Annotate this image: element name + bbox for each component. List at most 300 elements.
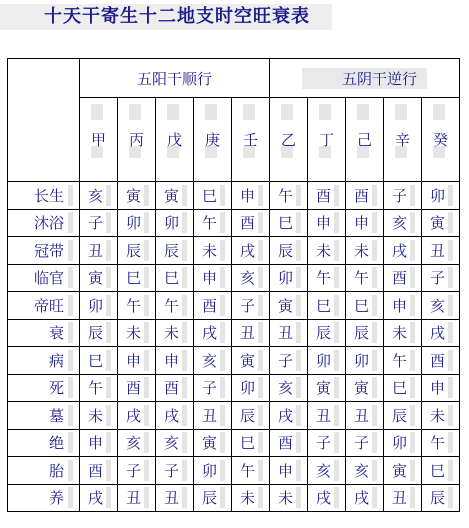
branch-cell [232,374,270,402]
branch-cell [232,319,270,347]
branch-value: 巳 [200,185,225,206]
branch-value: 丑 [86,240,111,261]
branch-cell [118,264,156,292]
branch-value: 子 [200,377,225,398]
branch-cell [194,484,232,512]
stem-header-cell [118,98,156,182]
branch-cell [308,319,346,347]
branch-cell [156,292,194,320]
branch-value: 丑 [352,405,377,426]
branch-value: 亥 [86,185,111,206]
branch-value: 亥 [124,432,149,453]
branch-value: 未 [276,487,301,508]
table-row [8,457,460,485]
table-row [8,374,460,402]
branch-cell [270,237,308,265]
branch-value: 申 [238,185,263,206]
stage-label: 衰 [49,322,73,343]
stage-label-cell [8,209,80,237]
branch-cell [270,319,308,347]
branch-value: 卯 [86,295,111,316]
branch-cell [118,209,156,237]
stage-label-cell [8,182,80,210]
branch-value: 申 [162,350,187,371]
group-label-yang: 五阳干顺行 [136,69,212,88]
highlight-mark [395,104,407,120]
stage-label-cell [8,484,80,512]
branch-cell [194,182,232,210]
branch-value: 寅 [86,267,111,288]
stage-label: 养 [49,487,73,508]
branch-value: 辰 [390,405,415,426]
branch-value: 申 [428,377,453,398]
branch-value: 巳 [390,377,415,398]
branch-value: 酉 [276,432,301,453]
branch-value: 戌 [352,487,377,508]
highlight-mark [433,104,445,120]
branch-value: 子 [162,460,187,481]
stage-label-cell [8,429,80,457]
branch-cell [80,182,118,210]
stage-label-cell [8,402,80,430]
branch-value: 申 [352,212,377,233]
branch-value: 巳 [162,267,187,288]
branch-cell [346,264,384,292]
stage-label: 绝 [49,432,73,453]
branch-cell [346,402,384,430]
branch-cell [422,347,460,375]
branch-value: 午 [200,212,225,233]
branch-cell [80,319,118,347]
branch-value: 丑 [428,240,453,261]
branch-cell [384,209,422,237]
branch-value: 巳 [86,350,111,371]
table-row [8,484,460,512]
branch-value: 丑 [124,487,149,508]
branch-value: 巳 [276,212,301,233]
branch-cell [308,457,346,485]
branch-value: 子 [238,295,263,316]
stage-label: 胎 [49,460,73,481]
branch-cell [308,374,346,402]
branch-value: 午 [276,185,301,206]
branch-cell [156,319,194,347]
branch-value: 未 [352,240,377,261]
branch-cell [308,347,346,375]
stage-label: 帝旺 [34,295,73,316]
branch-value: 亥 [390,212,415,233]
branch-value: 未 [86,405,111,426]
branch-cell [422,237,460,265]
branch-value: 卯 [124,212,149,233]
branch-value: 寅 [428,212,453,233]
branch-value: 戌 [200,322,225,343]
branch-cell [346,347,384,375]
branch-value: 戌 [238,240,263,261]
branch-value: 戌 [276,405,301,426]
branch-value: 辰 [428,487,453,508]
stem-branch-table [7,58,460,512]
branch-cell [308,402,346,430]
branch-value: 酉 [314,185,339,206]
stem-header-cell [270,98,308,182]
table-row [8,182,460,210]
branch-cell [194,457,232,485]
stem-header-cell [156,98,194,182]
branch-value: 寅 [314,377,339,398]
branch-cell [308,264,346,292]
branch-value: 酉 [352,185,377,206]
branch-cell [80,402,118,430]
branch-cell [422,209,460,237]
branch-value: 未 [314,240,339,261]
branch-value: 巳 [428,460,453,481]
branch-cell [422,264,460,292]
branch-value: 卯 [238,377,263,398]
branch-value: 寅 [390,460,415,481]
branch-cell [232,264,270,292]
stem-label: 丙 [128,131,144,149]
highlight-mark [319,104,331,120]
branch-cell [422,402,460,430]
branch-value: 午 [390,350,415,371]
branch-cell [118,402,156,430]
page-title: 十天干寄生十二地支时空旺衰表 [44,6,310,27]
branch-cell [422,457,460,485]
branch-cell [80,347,118,375]
branch-cell [384,292,422,320]
branch-value: 卯 [276,267,301,288]
branch-cell [384,182,422,210]
branch-cell [232,347,270,375]
branch-value: 丑 [200,405,225,426]
branch-value: 申 [86,432,111,453]
branch-cell [232,484,270,512]
branch-value: 戌 [390,240,415,261]
table-row [8,402,460,430]
branch-value: 戌 [428,322,453,343]
group-header-yang [80,59,270,98]
branch-cell [80,292,118,320]
branch-cell [156,484,194,512]
branch-value: 丑 [390,487,415,508]
branch-cell [156,182,194,210]
highlight-mark [357,104,369,120]
branch-value: 酉 [238,212,263,233]
branch-cell [118,292,156,320]
branch-cell [118,484,156,512]
branch-value: 未 [124,322,149,343]
branch-cell [384,237,422,265]
branch-cell [194,402,232,430]
branch-cell [308,292,346,320]
branch-value: 巳 [124,267,149,288]
branch-value: 申 [390,295,415,316]
branch-value: 未 [238,487,263,508]
stem-header-cell [308,98,346,182]
branch-value: 辰 [314,322,339,343]
stage-label: 临官 [34,267,73,288]
stage-label-cell [8,292,80,320]
branch-cell [422,319,460,347]
branch-cell [118,237,156,265]
stem-label: 戊 [166,131,182,149]
branch-value: 亥 [276,377,301,398]
highlight-mark [243,104,255,120]
branch-cell [118,457,156,485]
branch-value: 未 [390,322,415,343]
highlight-mark [167,104,179,120]
branch-value: 亥 [428,295,453,316]
branch-cell [232,209,270,237]
branch-value: 酉 [428,350,453,371]
branch-value: 未 [162,322,187,343]
branch-value: 子 [390,185,415,206]
branch-cell [384,319,422,347]
branch-value: 亥 [162,432,187,453]
branch-value: 戌 [124,405,149,426]
table-row [8,237,460,265]
stem-label: 壬 [242,131,258,149]
branch-value: 巳 [314,295,339,316]
branch-value: 午 [238,460,263,481]
branch-cell [232,457,270,485]
branch-cell [194,292,232,320]
branch-value: 辰 [124,240,149,261]
branch-cell [270,402,308,430]
branch-value: 子 [86,212,111,233]
branch-value: 寅 [162,185,187,206]
branch-cell [80,374,118,402]
table-row [8,264,460,292]
branch-value: 亥 [238,267,263,288]
stem-label: 辛 [394,131,410,149]
branch-value: 申 [276,460,301,481]
branch-cell [346,237,384,265]
branch-value: 申 [314,212,339,233]
stage-label-cell [8,264,80,292]
stem-label: 甲 [90,131,106,149]
branch-cell [80,264,118,292]
branch-cell [308,182,346,210]
stem-header-cell [384,98,422,182]
branch-cell [384,402,422,430]
table-body [8,182,460,512]
stem-header-cell [422,98,460,182]
branch-cell [384,429,422,457]
stage-label-cell [8,347,80,375]
branch-cell [308,237,346,265]
branch-value: 亥 [352,460,377,481]
branch-value: 辰 [200,487,225,508]
branch-cell [384,347,422,375]
branch-cell [156,264,194,292]
branch-value: 寅 [200,432,225,453]
branch-cell [308,429,346,457]
stage-label-cell [8,237,80,265]
branch-cell [232,237,270,265]
stage-label-cell [8,374,80,402]
branch-cell [308,209,346,237]
stage-label: 病 [49,350,73,371]
branch-cell [156,457,194,485]
branch-value: 子 [314,432,339,453]
branch-cell [232,429,270,457]
branch-value: 亥 [200,350,225,371]
stem-header-cell [232,98,270,182]
stage-label-cell [8,319,80,347]
group-header-yin [270,59,460,98]
corner-cell [8,59,80,182]
branch-value: 戌 [314,487,339,508]
branch-cell [270,209,308,237]
branch-cell [80,484,118,512]
stage-label-cell [8,457,80,485]
branch-cell [156,374,194,402]
branch-cell [118,319,156,347]
branch-cell [156,429,194,457]
branch-cell [422,292,460,320]
branch-cell [346,292,384,320]
branch-cell [384,484,422,512]
branch-cell [422,182,460,210]
branch-value: 卯 [352,350,377,371]
table-row [8,292,460,320]
branch-value: 申 [200,267,225,288]
highlight-mark [129,104,141,120]
stage-label: 死 [49,377,73,398]
branch-value: 酉 [86,460,111,481]
branch-cell [118,347,156,375]
stage-label: 沐浴 [34,212,73,233]
branch-cell [118,374,156,402]
branch-cell [270,457,308,485]
group-label-yin: 五阴干逆行 [302,68,427,89]
branch-value: 酉 [200,295,225,316]
branch-cell [422,429,460,457]
branch-cell [270,264,308,292]
branch-value: 寅 [238,350,263,371]
branch-value: 子 [124,460,149,481]
branch-cell [194,319,232,347]
branch-cell [384,264,422,292]
stage-label: 墓 [49,405,73,426]
branch-value: 戌 [162,405,187,426]
branch-cell [346,484,384,512]
branch-cell [156,237,194,265]
branch-cell [346,374,384,402]
branch-value: 卯 [390,432,415,453]
branch-cell [194,264,232,292]
highlight-mark [91,104,103,120]
stem-label: 己 [356,131,372,149]
branch-value: 午 [124,295,149,316]
branch-cell [270,484,308,512]
branch-value: 酉 [162,377,187,398]
stem-label: 丁 [318,131,334,149]
stem-header-cell [346,98,384,182]
branch-cell [422,374,460,402]
branch-value: 辰 [276,240,301,261]
branch-cell [232,292,270,320]
stem-label: 乙 [280,131,296,149]
branch-cell [194,347,232,375]
branch-cell [346,429,384,457]
branch-cell [194,237,232,265]
branch-cell [270,347,308,375]
branch-value: 亥 [314,460,339,481]
branch-value: 卯 [162,212,187,233]
branch-value: 午 [86,377,111,398]
branch-value: 辰 [86,322,111,343]
stem-header-cell [80,98,118,182]
branch-value: 酉 [124,377,149,398]
branch-cell [80,209,118,237]
branch-cell [194,374,232,402]
branch-cell [232,402,270,430]
branch-cell [80,429,118,457]
branch-cell [270,182,308,210]
branch-cell [346,209,384,237]
stage-label: 长生 [34,185,73,206]
branch-value: 戌 [86,487,111,508]
table-row [8,347,460,375]
branch-value: 子 [276,350,301,371]
branch-value: 辰 [238,405,263,426]
branch-value: 丑 [162,487,187,508]
branch-cell [384,457,422,485]
table-row [8,319,460,347]
branch-cell [232,182,270,210]
highlight-mark [205,104,217,120]
branch-value: 丑 [314,405,339,426]
branch-cell [156,209,194,237]
branch-cell [384,374,422,402]
stem-label: 癸 [432,131,448,149]
branch-value: 寅 [352,377,377,398]
branch-cell [194,429,232,457]
branch-value: 卯 [314,350,339,371]
branch-cell [346,457,384,485]
branch-cell [270,292,308,320]
branch-value: 巳 [238,432,263,453]
table-row [8,429,460,457]
branch-value: 辰 [352,322,377,343]
branch-value: 午 [314,267,339,288]
branch-value: 午 [428,432,453,453]
branch-value: 丑 [276,322,301,343]
branch-value: 未 [428,405,453,426]
branch-value: 午 [162,295,187,316]
branch-value: 卯 [428,185,453,206]
branch-value: 未 [200,240,225,261]
branch-cell [308,484,346,512]
branch-value: 寅 [124,185,149,206]
branch-cell [346,319,384,347]
stem-label: 庚 [204,131,220,149]
branch-cell [270,429,308,457]
table-row [8,209,460,237]
branch-value: 子 [428,267,453,288]
branch-cell [194,209,232,237]
branch-value: 子 [352,432,377,453]
branch-value: 巳 [352,295,377,316]
stage-label: 冠带 [34,240,73,261]
stem-header-cell [194,98,232,182]
branch-cell [270,374,308,402]
branch-cell [118,429,156,457]
branch-cell [80,457,118,485]
